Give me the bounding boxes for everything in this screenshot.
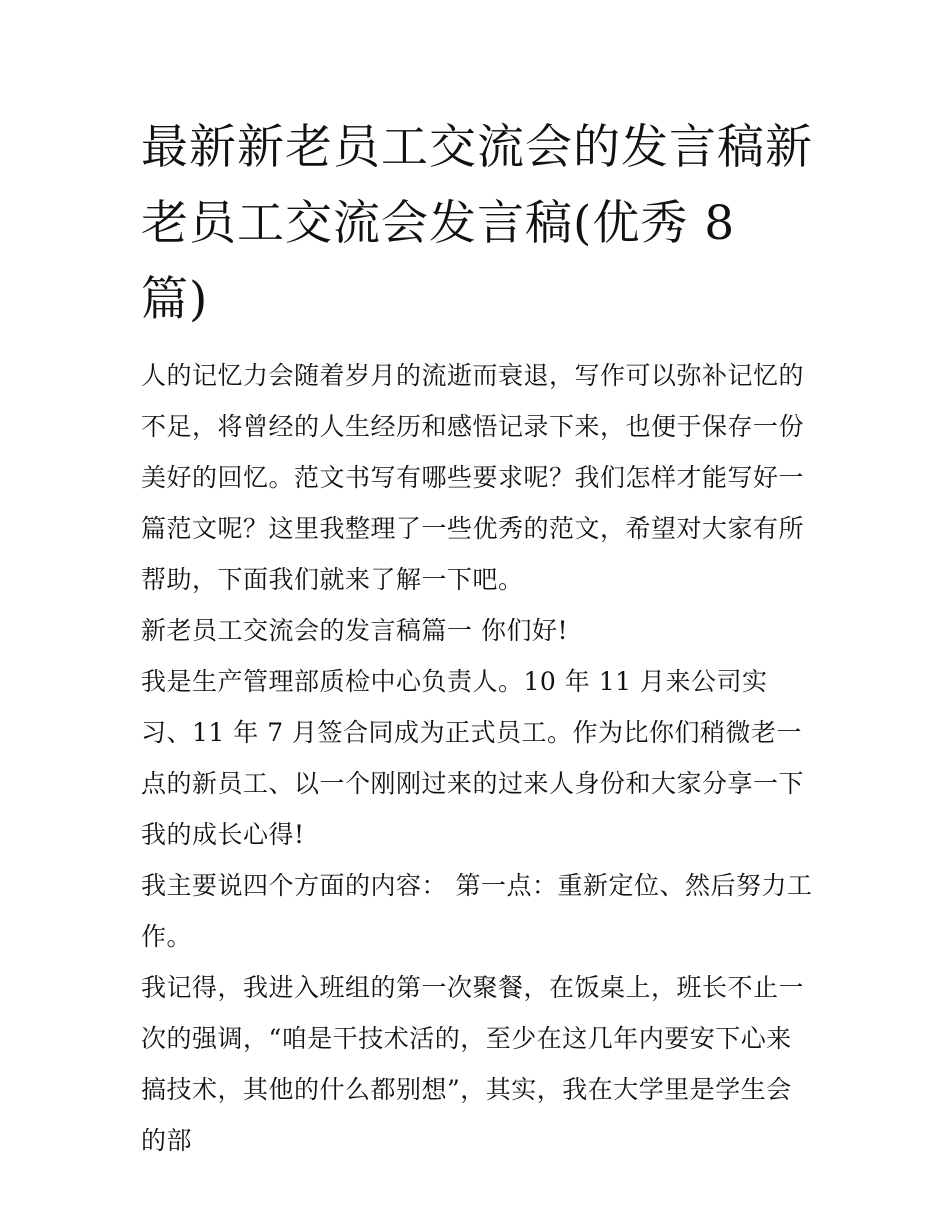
- document-content: [141, 110, 817, 1166]
- document-title: 最新新老员工交流会的发言稿新老员工交流会发言稿(优秀 8 篇): [141, 120, 813, 327]
- paragraph-memory: 我记得，我进入班组的第一次聚餐，在饭桌上，班长不止一次的强调，“咱是干技术活的，至少在这几年内要安下心来搞技术，其他的什么都别想”，其实，我在大学里是学生会的部: [141, 973, 805, 1155]
- paragraph-intro: 人的记忆力会随着岁月的流逝而衰退，写作可以弥补记忆的不足，将曾经的人生经历和感悟记录下来，也便于保存一份美好的回忆。范文书写有哪些要求呢？我们怎样才能写好一篇范文呢？这里我整理了一些优秀的范文，希望对大家有所帮助，下面我们就来了解一下吧。: [141, 361, 805, 594]
- paragraph-greeting: 新老员工交流会的发言稿篇一 你们好!: [141, 616, 568, 645]
- paragraph-self-introduction: 我是生产管理部质检中心负责人。10 年 11 月来公司实习、11 年 7 月签合同成为正式员工。作为比你们稍微老一点的新员工、以一个刚刚过来的过来人身份和大家分享一下我的成长心得!: [141, 667, 805, 849]
- paragraph-point-one: 我主要说四个方面的内容： 第一点：重新定位、然后努力工作。: [141, 871, 813, 951]
